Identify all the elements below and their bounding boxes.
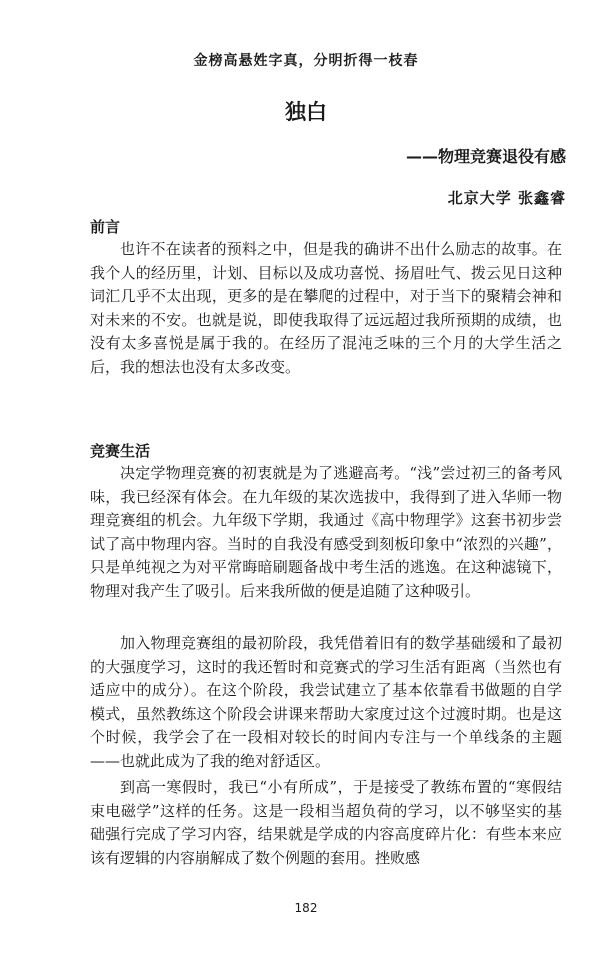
page-number: 182 — [294, 901, 318, 915]
paragraph: 到高一寒假时，我已“小有所成”，于是接受了教练布置的“寒假结束电磁学”这样的任务。这是一段相当超负荷的学习，以不够坚实的基础强行完成了学习内容，结果就是学成的内容高度碎片化：有些本来应该有逻辑的内容崩解成了数个例题的套用。挫败感 — [90, 778, 562, 867]
section-heading-competition-life: 竞赛生活 — [90, 442, 151, 460]
author-byline: 北京大学 张鑫睿 — [447, 189, 566, 207]
running-head: 金榜高悬姓字真，分明折得一枝春 — [193, 53, 419, 69]
article-title: 独白 — [285, 100, 327, 124]
paragraph: 加入物理竞赛组的最初阶段，我凭借着旧有的数学基础缓和了最初的大强度学习，这时的我还暂时和竞赛式的学习生活有距离（当然也有适应中的成分）。在这个阶段，我尝试建立了基本依靠看书做题的自学模式，虽然教练这个阶段会讲课来帮助大家度过这个过渡时期。也是这个时候，我学会了在一段相对较长的时间内专注与一个单线条的主题——也就此成为了我的绝对舒适区。 — [90, 634, 562, 770]
article-subtitle: ——物理竞赛退役有感 — [405, 147, 566, 166]
paragraph: 也许不在读者的预料之中，但是我的确讲不出什么励志的故事。在我个人的经历里，计划、目标以及成功喜悦、扬眉吐气、拨云见日这种词汇几乎不太出现，更多的是在攀爬的过程中，对于当下的聚精会神和对未来的不安。也就是说，即使我取得了远远超过我所预期的成绩，也没有太多喜悦是属于我的。在经历了混沌乏味的三个月的大学生活之后，我的想法也没有太多改变。 — [90, 240, 562, 376]
section-heading-preface: 前言 — [90, 218, 121, 236]
paragraph: 决定学物理竞赛的初衷就是为了逃避高考。“浅”尝过初三的备考风味，我已经深有体会。在九年级的某次选拔中，我得到了进入华师一物理竞赛组的机会。九年级下学期，我通过《高中物理学》这套书初步尝试了高中物理内容。当时的自我没有感受到刻板印象中“浓烈的兴趣”，只是单纯视之为对平常晦暗刷题备战中考生活的逃逸。在这种滤镜下，物理对我产生了吸引。后来我所做的便是追随了这种吸引。 — [90, 464, 562, 600]
